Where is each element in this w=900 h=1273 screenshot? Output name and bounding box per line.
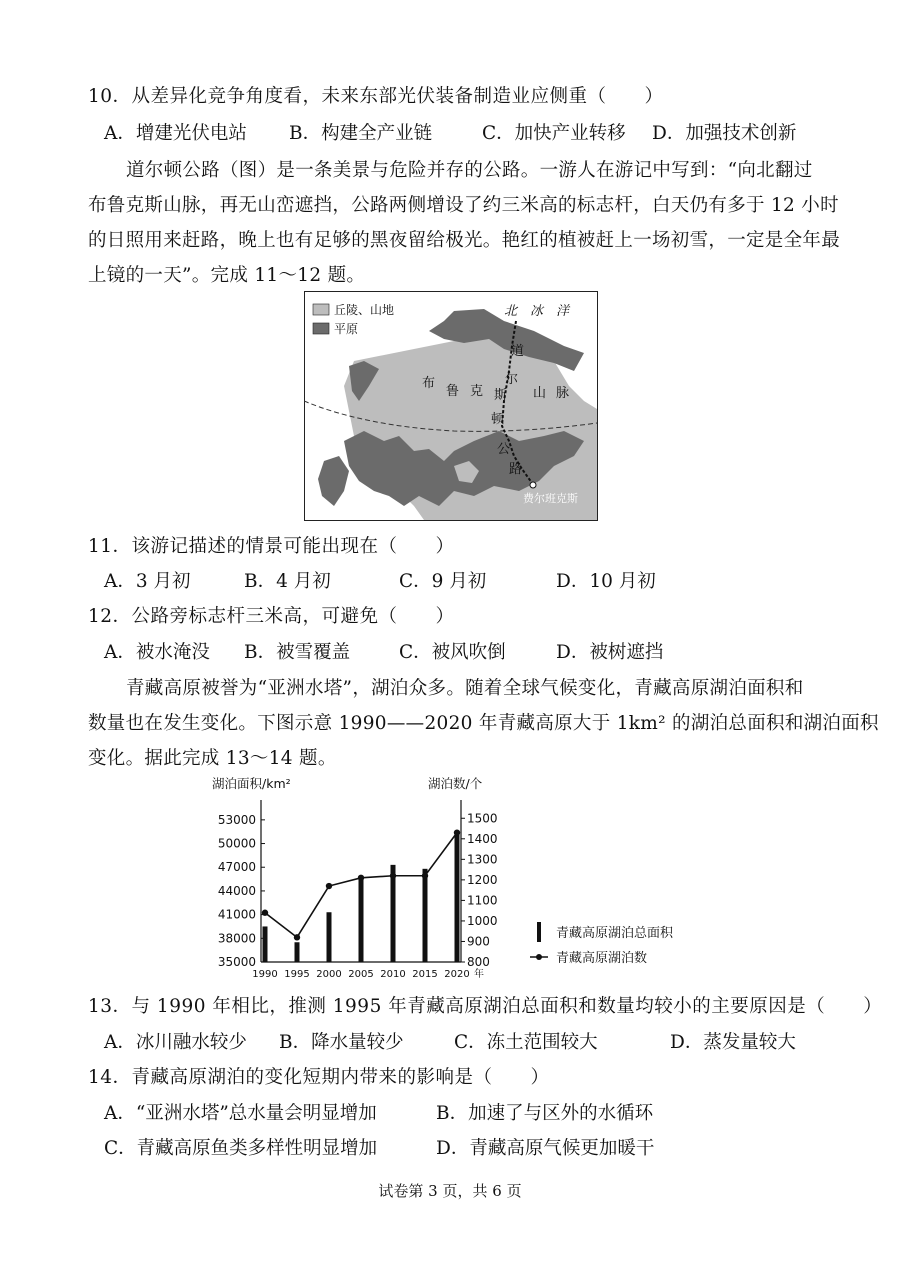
right-tick-label: 1100 [467,893,498,908]
q10-option-b[interactable]: B．构建全产业链 [289,123,433,144]
q14-option-b[interactable]: B．加速了与区外的水循环 [436,1103,654,1124]
area-bar [423,869,428,962]
range-char-1: 布 [422,376,436,391]
lake-count-point [262,910,268,916]
q10-option-a[interactable]: A．增建光伏电站 [104,123,247,144]
area-bar [359,877,364,962]
legend-hills-label: 丘陵、山地 [334,303,395,317]
left-tick-label: 38000 [217,931,256,946]
legend-line-point [536,954,542,960]
road-char-4: 公 [497,442,511,457]
range-char-4: 斯 [494,388,508,403]
road-char-3: 顿 [491,412,505,427]
q13-option-b[interactable]: B．降水量较少 [279,1032,404,1053]
road-char-5: 路 [509,462,523,477]
lake-count-point [390,873,396,879]
right-tick-label: 1500 [467,811,498,826]
q13-stem: 13．与 1990 年相比，推测 1995 年青藏高原湖泊总面积和数量均较小的主要原因是（ ） [88,996,883,1017]
q12-option-c[interactable]: C．被风吹倒 [399,642,506,663]
passage1-line-1: 道尔顿公路（图）是一条美景与危险并存的公路。一游人在游记中写到：“向北翻过 [126,160,813,181]
q14-option-c[interactable]: C．青藏高原鱼类多样性明显增加 [104,1138,378,1159]
q10-stem: 10．从差异化竞争角度看，未来东部光伏装备制造业应侧重（ ） [88,86,664,107]
right-tick-label: 1400 [467,831,498,846]
q14-option-d[interactable]: D．青藏高原气候更加暖干 [436,1138,655,1159]
q13-option-d[interactable]: D．蒸发量较大 [670,1032,796,1053]
range-char-3: 克 [470,384,484,399]
x-tick-label: 2020 [444,969,470,980]
q10-option-c[interactable]: C．加快产业转移 [482,123,626,144]
left-tick-label: 41000 [217,907,256,922]
q12-stem: 12．公路旁标志杆三米高，可避免（ ） [88,606,455,627]
page-footer: 试卷第 3 页，共 6 页 [378,1182,522,1200]
lake-count-point [454,829,460,835]
x-unit-label: 年 [474,969,484,980]
right-tick-label: 1000 [467,913,498,928]
q14-stem: 14．青藏高原湖泊的变化短期内带来的影响是（ ） [88,1067,550,1088]
left-tick-label: 53000 [217,812,256,827]
lake-chart [200,772,720,987]
area-bar [295,942,300,962]
lake-count-point [326,883,332,889]
x-tick-label: 2015 [412,969,438,980]
x-tick-label: 2010 [380,969,406,980]
left-tick-label: 35000 [217,955,256,969]
right-tick-label: 800 [467,955,490,969]
q13-option-c[interactable]: C．冻土范围较大 [454,1032,598,1053]
ocean-label: 北 冰 洋 [504,304,570,319]
dalton-highway-map [304,291,598,521]
x-tick-label: 1995 [284,969,310,980]
legend-bar-swatch [537,922,541,942]
lake-count-point [294,934,300,940]
q12-option-b[interactable]: B．被雪覆盖 [244,642,351,663]
road-char-2: 尔 [505,372,519,387]
legend-plain-label: 平原 [334,322,359,336]
fairbanks-point [530,482,536,488]
range-char-2: 鲁 [446,384,460,399]
right-axis-label: 湖泊数/个 [428,776,483,791]
q11-option-b[interactable]: B．4 月初 [244,571,331,592]
range-char-6: 脉 [556,386,570,401]
q11-option-c[interactable]: C．9 月初 [399,571,487,592]
passage1-line-4: 上镜的一天”。完成 11～12 题。 [88,265,366,286]
right-tick-label: 900 [467,934,490,949]
left-tick-label: 50000 [217,836,256,851]
legend-line-label: 青藏高原湖泊数 [556,951,648,966]
x-tick-label: 2005 [348,969,374,980]
area-bar [455,832,460,962]
q11-option-d[interactable]: D．10 月初 [556,571,656,592]
lake-count-point [422,873,428,879]
left-axis-label: 湖泊面积/km² [212,776,291,791]
q11-option-a[interactable]: A．3 月初 [104,571,191,592]
left-tick-label: 44000 [217,883,256,898]
q10-option-d[interactable]: D．加强技术创新 [652,123,797,144]
range-char-5: 山 [533,386,547,401]
passage1-line-3: 的日照用来赶路，晚上也有足够的黑夜留给极光。艳红的植被赶上一场初雪，一定是全年最 [88,230,841,251]
q12-option-d[interactable]: D．被树遮挡 [556,642,664,663]
q13-option-a[interactable]: A．冰川融水较少 [104,1032,247,1053]
area-bar [327,912,332,962]
passage1-line-2: 布鲁克斯山脉，再无山峦遮挡，公路两侧增设了约三米高的标志杆，白天仍有多于 12 小时 [88,195,839,216]
q11-stem: 11．该游记描述的情景可能出现在（ ） [88,536,455,557]
area-bar [391,865,396,962]
x-tick-label: 2000 [316,969,342,980]
legend-bar-label: 青藏高原湖泊总面积 [556,926,674,941]
road-char-1: 道 [511,344,525,359]
lake-count-point [358,875,364,881]
x-tick-label: 1990 [252,969,278,980]
q14-option-a[interactable]: A．“亚洲水塔”总水量会明显增加 [104,1103,377,1124]
passage2-line-3: 变化。据此完成 13～14 题。 [88,748,337,769]
right-tick-label: 1300 [467,852,498,867]
city-label: 费尔班克斯 [523,492,578,505]
right-tick-label: 1200 [467,872,498,887]
area-bar [263,926,268,962]
q12-option-a[interactable]: A．被水淹没 [104,642,210,663]
passage2-line-2: 数量也在发生变化。下图示意 1990——2020 年青藏高原大于 1km² 的湖泊总面积和湖泊面积 [88,713,879,734]
passage2-line-1: 青藏高原被誉为“亚洲水塔”，湖泊众多。随着全球气候变化，青藏高原湖泊面积和 [126,678,804,699]
left-tick-label: 47000 [217,860,256,875]
